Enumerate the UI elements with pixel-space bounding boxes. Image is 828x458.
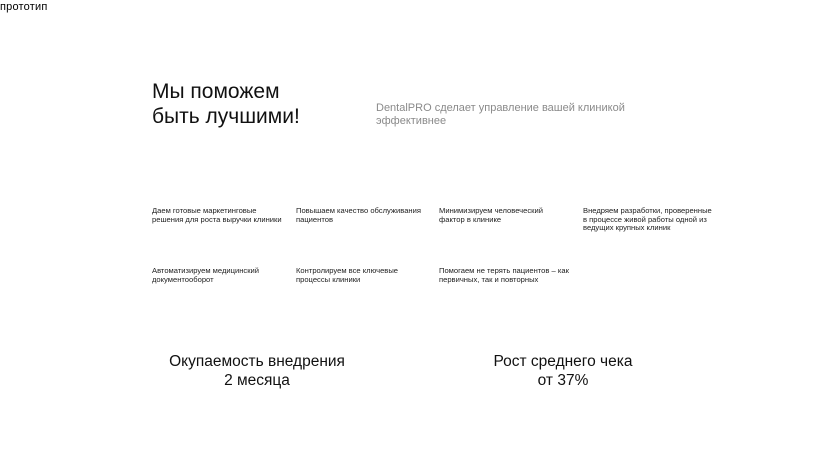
- feature-service-quality: Повышаем качество обслуживания пациентов: [296, 206, 421, 224]
- prototype-label: прототип: [0, 1, 48, 13]
- stat-average-check-label: Рост среднего чека: [493, 353, 633, 370]
- hero-title-line1: Мы поможем: [152, 80, 280, 103]
- stat-payback-value: 2 месяца: [224, 372, 290, 389]
- stat-payback: [137, 352, 377, 390]
- feature-patient-retention: Помогаем не терять пациентов – как первичных, так и повторных: [439, 266, 569, 284]
- hero-title: [152, 79, 342, 129]
- feature-document-flow: Автоматизируем медицинский документооборот: [152, 266, 260, 284]
- feature-marketing: Даем готовые маркетинговые решения для роста выручки клиники: [152, 206, 282, 224]
- feature-human-factor: Минимизируем человеческий фактор в клинике: [439, 206, 543, 224]
- stat-average-check: [443, 352, 683, 390]
- stat-payback-label: Окупаемость внедрения: [169, 353, 345, 370]
- feature-proven-developments: Внедряем разработки, проверенные в процессе живой работы одной из ведущих крупных клиник: [583, 206, 712, 232]
- hero-title-line2: быть лучшими!: [152, 105, 300, 128]
- hero-subtitle: DentalPRO сделает управление вашей клиникой эффективнее: [376, 102, 625, 127]
- feature-process-control: Контролируем все ключевые процессы клиники: [296, 266, 399, 284]
- stat-average-check-value: от 37%: [537, 372, 589, 389]
